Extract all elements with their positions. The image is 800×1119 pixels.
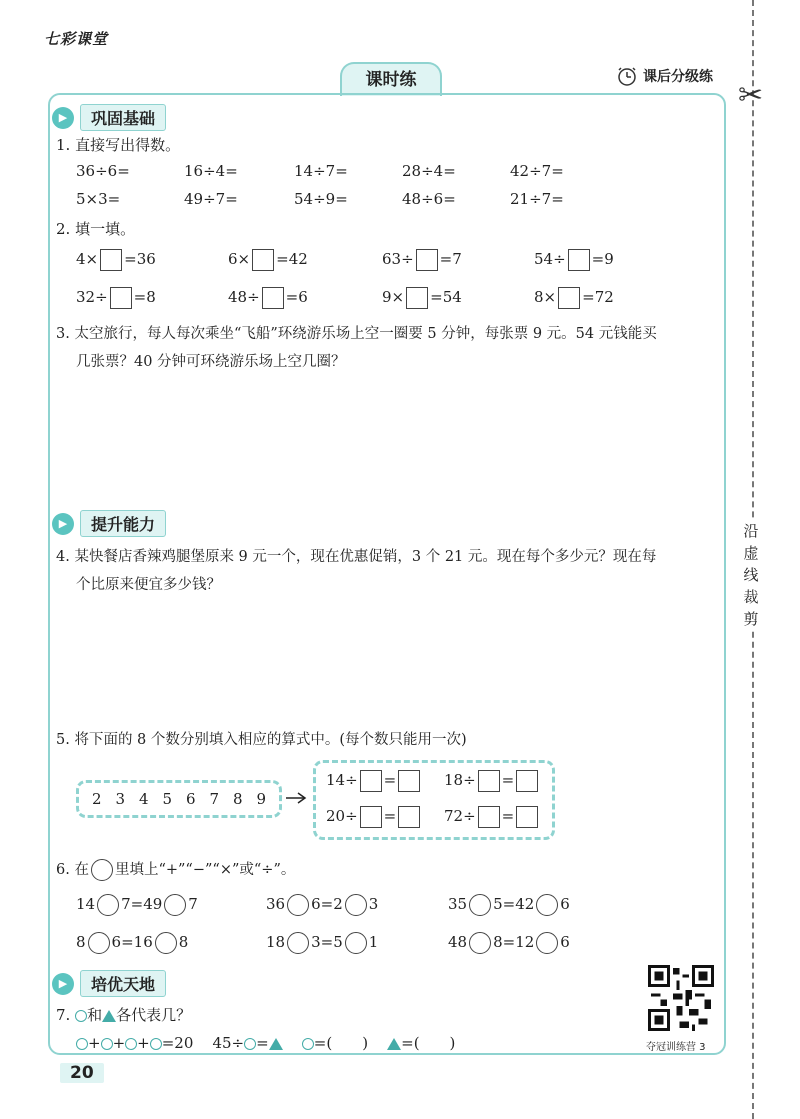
number-item: 8 [232, 790, 243, 808]
calc-item: 48÷6= [402, 190, 456, 208]
answer-box[interactable] [516, 770, 538, 792]
op-item: 36 6=2 3 [266, 894, 448, 916]
qr-code-icon[interactable] [648, 965, 714, 1031]
expr-b: 18÷ = [444, 770, 540, 792]
fill-item: 6× =42 [228, 249, 382, 271]
calc-item: 42÷7= [510, 162, 564, 180]
answer-box[interactable] [398, 770, 420, 792]
q1-row2 [76, 190, 610, 208]
op-item: 35 5=42 6 [448, 894, 608, 916]
brand-logo: 七彩课堂 [44, 30, 109, 48]
answer-box[interactable] [360, 806, 382, 828]
answer-circle[interactable] [88, 932, 110, 954]
play-icon: ▶ [52, 107, 74, 129]
fill-item: 32÷ =8 [76, 287, 228, 309]
expr-d: 72÷ = [444, 806, 540, 828]
op-item: 14 7=49 7 [76, 894, 266, 916]
q1-row1 [76, 162, 610, 180]
number-item: 4 [138, 790, 149, 808]
number-item: 5 [162, 790, 173, 808]
circle-symbol [75, 1010, 87, 1022]
q6-row2 [76, 932, 608, 954]
q6-prompt: 6. 在 里填上“+”“−”“×”或“÷”。 [56, 858, 295, 881]
q2-prompt: 2. 填一填。 [56, 220, 136, 238]
triangle-symbol [387, 1038, 401, 1050]
answer-circle[interactable] [97, 894, 119, 916]
fill-item: 4× =36 [76, 249, 228, 271]
answer-circle[interactable] [469, 894, 491, 916]
calc-item: 54÷9= [294, 190, 348, 208]
calc-item: 21÷7= [510, 190, 564, 208]
play-icon: ▶ [52, 513, 74, 535]
q7-prompt: 7. 和 各代表几？ [56, 1006, 192, 1024]
answer-box[interactable] [110, 287, 132, 309]
q3-line2: 几张票？40 分钟可环绕游乐场上空几圈？ [76, 354, 346, 370]
answer-box[interactable] [252, 249, 274, 271]
cut-label: 沿虚线裁剪 [740, 520, 762, 630]
clock-icon [617, 66, 637, 86]
answer-circle[interactable] [164, 894, 186, 916]
circle-symbol [101, 1038, 113, 1050]
q2-row1 [76, 249, 654, 271]
answer-box[interactable] [478, 770, 500, 792]
section-label: 培优天地 [80, 970, 166, 997]
answer-box[interactable] [416, 249, 438, 271]
number-item: 9 [256, 790, 267, 808]
answer-box[interactable] [100, 249, 122, 271]
op-item: 48 8=12 6 [448, 932, 608, 954]
op-item: 8 6=16 8 [76, 932, 266, 954]
answer-circle[interactable] [536, 894, 558, 916]
page-number: 20 [60, 1063, 104, 1083]
fill-item: 9× =54 [382, 287, 534, 309]
header-right-text: 课后分级练 [643, 69, 713, 85]
answer-box[interactable] [478, 806, 500, 828]
calc-item: 36÷6= [76, 162, 130, 180]
calc-item: 49÷7= [184, 190, 238, 208]
number-item: 6 [185, 790, 196, 808]
answer-circle[interactable] [345, 932, 367, 954]
fill-item: 63÷ =7 [382, 249, 534, 271]
answer-box[interactable] [558, 287, 580, 309]
section-heading-basics [52, 104, 166, 131]
circle-symbol [244, 1038, 256, 1050]
fill-item: 54÷ =9 [534, 249, 654, 271]
answer-box[interactable] [398, 806, 420, 828]
answer-box[interactable] [360, 770, 382, 792]
circle-symbol [302, 1038, 314, 1050]
arrow-right-icon [286, 790, 310, 806]
number-item: 3 [115, 790, 126, 808]
answer-circle[interactable] [345, 894, 367, 916]
op-item: 18 3=5 1 [266, 932, 448, 954]
answer-circle[interactable] [155, 932, 177, 954]
number-item: 2 [91, 790, 102, 808]
calc-item: 16÷4= [184, 162, 238, 180]
calc-item: 5×3= [76, 190, 121, 208]
q6-row1 [76, 894, 608, 916]
fill-item: 48÷ =6 [228, 287, 382, 309]
number-set [76, 780, 282, 818]
q4-line1: 4. 某快餐店香辣鸡腿堡原来 9 元一个，现在优惠促销，3 个 21 元。现在每个多少元？现在每 [56, 549, 657, 565]
answer-box[interactable] [516, 806, 538, 828]
expr-c: 20÷ = [326, 806, 422, 828]
triangle-symbol [269, 1038, 283, 1050]
scissors-icon: ✂ [738, 78, 764, 113]
section-label: 巩固基础 [80, 104, 166, 131]
calc-item: 28÷4= [402, 162, 456, 180]
q1-prompt: 1. 直接写出得数。 [56, 136, 181, 154]
q7-equations: + + + =20 45÷ = =( ) =( ) [76, 1032, 455, 1053]
q3-line1: 3. 太空旅行，每人每次乘坐“飞船”环绕游乐场上空一圈要 5 分钟，每张票 9 元。54 元钱能买 [56, 326, 657, 342]
answer-circle[interactable] [536, 932, 558, 954]
answer-box[interactable] [406, 287, 428, 309]
section-heading-advanced [52, 970, 166, 997]
answer-box[interactable] [262, 287, 284, 309]
expr-a: 14÷ = [326, 770, 422, 792]
answer-box[interactable] [568, 249, 590, 271]
circle-symbol [91, 859, 113, 881]
calc-item: 14÷7= [294, 162, 348, 180]
header-right-label [617, 66, 713, 86]
triangle-symbol [102, 1010, 116, 1022]
page-title: 课时练 [340, 62, 442, 96]
play-icon: ▶ [52, 973, 74, 995]
circle-symbol [125, 1038, 137, 1050]
answer-circle[interactable] [287, 932, 309, 954]
q4-line2: 个比原来便宜多少钱？ [76, 577, 221, 593]
section-heading-ability [52, 510, 166, 537]
qr-caption: 夺冠训练营 3 [646, 1042, 706, 1053]
section-label: 提升能力 [80, 510, 166, 537]
answer-circle[interactable] [287, 894, 309, 916]
circle-symbol [150, 1038, 162, 1050]
answer-circle[interactable] [469, 932, 491, 954]
number-item: 7 [209, 790, 220, 808]
fill-item: 8× =72 [534, 287, 654, 309]
q2-row2 [76, 287, 654, 309]
circle-symbol [76, 1038, 88, 1050]
q5-prompt: 5. 将下面的 8 个数分别填入相应的算式中。(每个数只能用一次) [56, 732, 467, 748]
